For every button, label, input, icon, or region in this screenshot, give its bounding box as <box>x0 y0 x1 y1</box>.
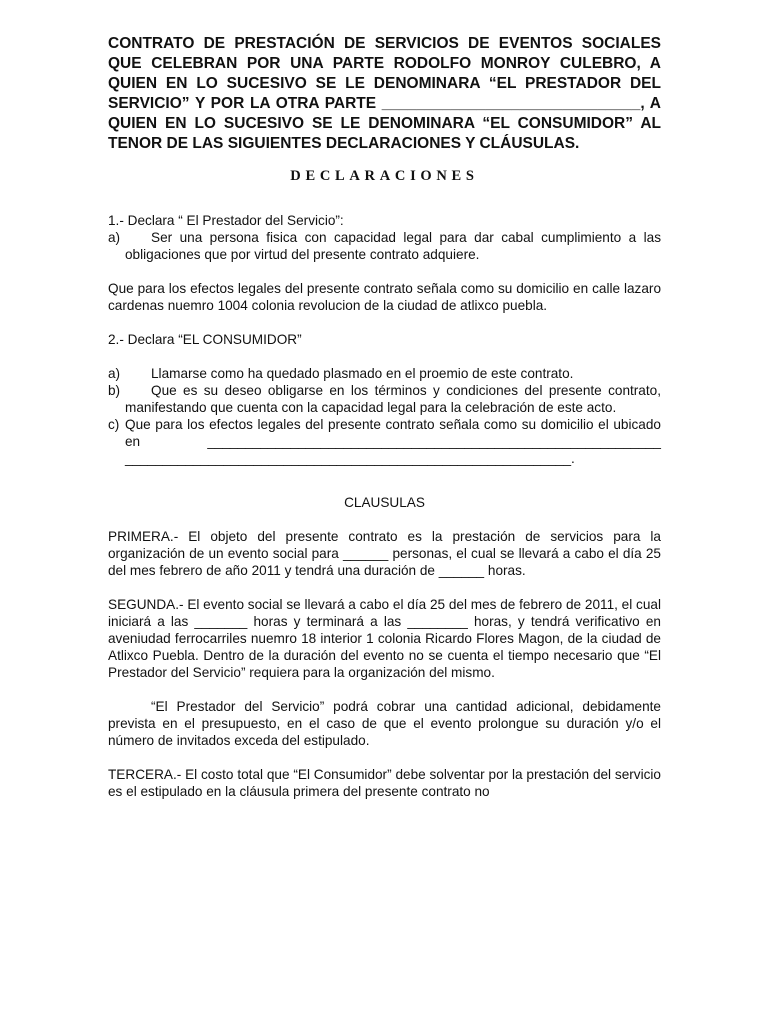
contract-page <box>108 34 661 800</box>
item-label: c) <box>108 417 120 432</box>
declaration-2-item-a <box>108 365 661 382</box>
item-label: a) <box>108 366 121 381</box>
item-text: Ser una persona fisica con capacidad legal para dar cabal cumplimiento a las obligaciones que por virtud del presente contrato adquiere. <box>125 230 661 262</box>
item-text: Que para los efectos legales del presente contrato señala como su domicilio el ubicado en ____________________________________________________________ ___________________________________________________________. <box>125 417 661 466</box>
clausulas-heading: CLAUSULAS <box>344 495 425 510</box>
clause-tercera: TERCERA.- El costo total que “El Consumidor” debe solventar por la prestación del servicio es el estipulado en la cláusula primera del presente contrato no <box>108 767 661 799</box>
declaration-2-item-c <box>108 416 661 467</box>
clause-segunda-paragraph-2: “El Prestador del Servicio” podrá cobrar una cantidad adicional, debidamente prevista en el presupuesto, en el caso de que el evento prolongue su duración y/o el número de invitados exceda del estipulado. <box>108 699 661 748</box>
declaration-2-item-b <box>108 382 661 416</box>
declaraciones-heading: DECLARACIONES <box>290 168 479 184</box>
declaration-2-heading: 2.- Declara “EL CONSUMIDOR” <box>108 332 302 347</box>
item-label: a) <box>108 230 121 245</box>
declaration-1-item-a <box>108 229 661 263</box>
declaration-1-heading: 1.- Declara “ El Prestador del Servicio”: <box>108 213 344 228</box>
clause-segunda: SEGUNDA.- El evento social se llevará a cabo el día 25 del mes de febrero de 2011, el cual iniciará a las _______ horas y terminará a las ________ horas, y tendrá verificativo en aveniudad ferrocarriles nuemro 18 interior 1 colonia Ricardo Flores Magon, de la ciudad de Atlixco Puebla. Dentro de la duración del evento no se cuenta el tiempo necesario que “El Prestador del Servicio” requiera para la organización del mismo. <box>108 597 661 680</box>
declaration-1-domicile: Que para los efectos legales del presente contrato señala como su domicilio en calle lazaro cardenas nuemro 1004 colonia revolucion de la ciudad de atlixco puebla. <box>108 281 661 313</box>
contract-title: CONTRATO DE PRESTACIÓN DE SERVICIOS DE EVENTOS SOCIALES QUE CELEBRAN POR UNA PARTE RODOLFO MONROY CULEBRO, A QUIEN EN LO SUCESIVO SE LE DENOMINARA “EL PRESTADOR DEL SERVICIO” Y POR LA OTRA PARTE ______________________________, A QUIEN EN LO SUCESIVO SE LE DENOMINARA “EL CONSUMIDOR” AL TENOR DE LAS SIGUIENTES DECLARACIONES Y CLÁUSULAS. <box>108 35 661 152</box>
item-text: Llamarse como ha quedado plasmado en el proemio de este contrato. <box>151 366 574 381</box>
item-label: b) <box>108 383 121 398</box>
item-text: Que es su deseo obligarse en los términos y condiciones del presente contrato, manifestando que cuenta con la capacidad legal para la celebración de este acto. <box>125 383 661 415</box>
clause-primera: PRIMERA.- El objeto del presente contrato es la prestación de servicios para la organización de un evento social para ______ personas, el cual se llevará a cabo el día 25 del mes febrero de año 2011 y tendrá una duración de ______ horas. <box>108 529 661 578</box>
